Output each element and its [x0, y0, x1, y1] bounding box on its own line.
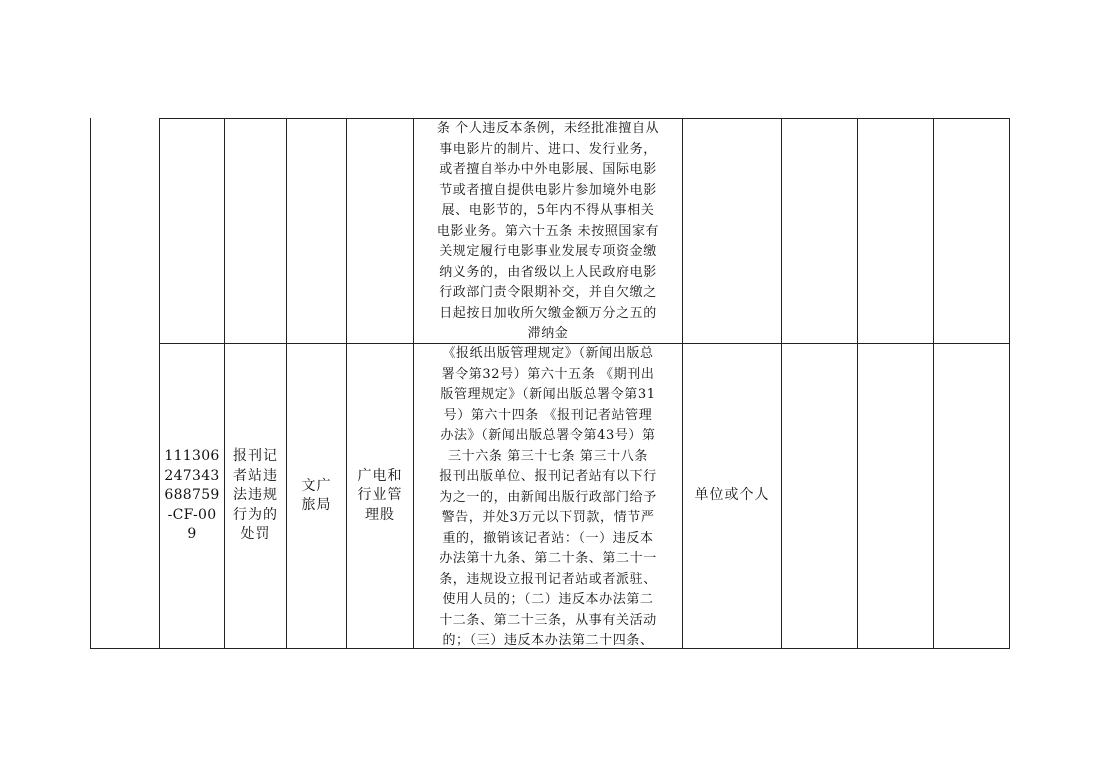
text-line: 警告，并处3万元以下罚款，情节严	[441, 510, 655, 525]
text-line: 办法》（新闻出版总署令第43号）第	[440, 428, 656, 443]
text-line: 《报纸出版管理规定》（新闻出版总	[442, 346, 654, 361]
text-line: 条 个人违反本条例，未经批准擅自从	[436, 121, 660, 136]
text-line: 事电影片的制片、进口、发行业务，	[439, 141, 657, 157]
legal-basis-text-row1	[414, 119, 682, 345]
text-line: 十二条、第二十三条，从事有关活动	[439, 612, 657, 628]
text-line: 节或者擅自提供电影片参加境外电影	[439, 182, 657, 198]
item-code-line: 9	[187, 526, 197, 543]
text-line: 版管理规定》（新闻出版总署令第31	[440, 387, 656, 402]
item-name-cell	[225, 344, 286, 648]
text-line: 行政部门责令限期补交，并自欠缴之	[439, 285, 657, 300]
text-line: 办法第十九条、第二十条、第二十一	[439, 551, 657, 566]
item-code-cell	[160, 344, 224, 648]
text-line: 的；（三）违反本办法第二十四条、	[442, 633, 654, 648]
table-border-right	[1009, 118, 1010, 649]
text-line: 号）第六十四条 《报刊记者站管理	[443, 407, 653, 423]
department-line: 文广	[301, 477, 332, 494]
item-name-line: 者站违	[233, 467, 278, 484]
text-line: 条，违规设立报刊记者站或者派驻、	[439, 571, 657, 587]
item-name-line: 处罚	[240, 526, 271, 543]
text-line: 或者擅自举办中外电影展、国际电影	[439, 162, 657, 177]
item-code-line: 111306	[164, 448, 220, 465]
table-border-left	[90, 118, 91, 649]
legal-basis-text-row2	[414, 344, 682, 652]
responsible-unit-line: 理股	[365, 506, 395, 523]
table-column-divider	[933, 118, 934, 649]
item-name-line: 行为的	[233, 506, 278, 523]
table-column-divider	[857, 118, 858, 649]
text-line: 展、电影节的，5年内不得从事相关	[441, 203, 655, 218]
text-line: 日起按日加收所欠缴金额万分之五的	[439, 305, 657, 321]
text-line: 三十六条 第三十七条 第三十八条	[448, 448, 648, 464]
item-code-line: -CF-00	[167, 506, 217, 523]
text-line: 电影业务。第六十五条 未按照国家有	[436, 223, 660, 239]
text-line: 署令第32号）第六十五条 《期刊出	[441, 366, 655, 382]
responsible-unit-cell	[347, 344, 413, 648]
department-line: 旅局	[301, 497, 332, 513]
text-line: 滞纳金	[527, 326, 569, 341]
target-cell	[683, 344, 781, 648]
text-line: 为之一的，由新闻出版行政部门给予	[439, 489, 657, 505]
responsible-unit-line: 广电和	[357, 467, 403, 484]
text-line: 报刊出版单位、报刊记者站有以下行	[439, 469, 657, 484]
department-cell	[287, 344, 346, 648]
responsible-unit-line: 行业管	[357, 487, 403, 504]
target-text: 单位或个人	[694, 487, 770, 504]
text-line: 关规定履行电影事业发展专项资金缴	[439, 244, 657, 259]
item-name-line: 报刊记	[233, 448, 278, 465]
text-line: 使用人员的；（二）违反本办法第二	[442, 592, 654, 607]
item-code-line: 688759	[164, 487, 220, 504]
item-code-line: 247343	[164, 467, 220, 484]
item-name-line: 法违规	[233, 487, 278, 504]
table-column-divider	[781, 118, 782, 649]
text-line: 重的，撤销该记者站：（一）违反本	[442, 530, 654, 546]
text-line: 纳义务的，由省级以上人民政府电影	[439, 264, 657, 280]
